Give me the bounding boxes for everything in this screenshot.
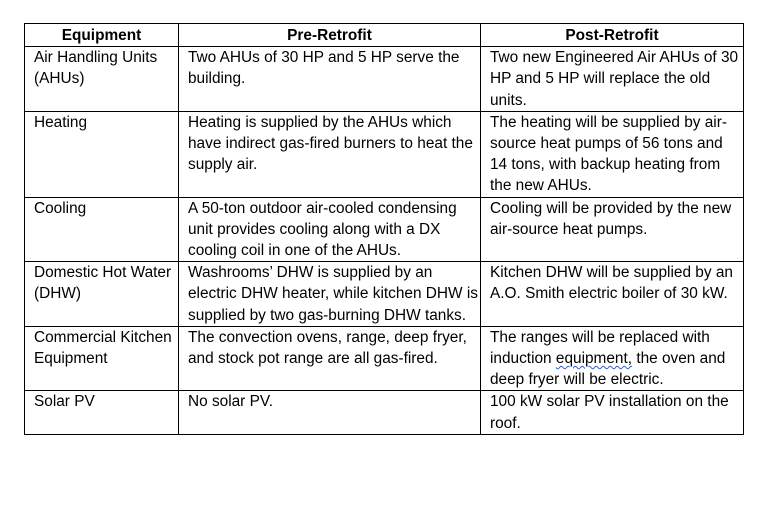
table-row: [25, 391, 744, 434]
header-pre-retrofit: Pre-Retrofit: [179, 24, 481, 47]
cell-equipment: Air Handling Units (AHUs): [25, 47, 179, 112]
cell-post-retrofit: Kitchen DHW will be supplied by an A.O. Smith electric boiler of 30 kW.: [481, 262, 744, 327]
cell-equipment: Commercial Kitchen Equipment: [25, 326, 179, 391]
cell-pre-retrofit: Washrooms’ DHW is supplied by an electric DHW heater, while kitchen DHW is supplied by two gas-burning DHW tanks.: [179, 262, 481, 327]
cell-pre-retrofit: A 50-ton outdoor air-cooled condensing unit provides cooling along with a DX cooling coil in one of the AHUs.: [179, 197, 481, 262]
cell-post-retrofit: Two new Engineered Air AHUs of 30 HP and 5 HP will replace the old units.: [481, 47, 744, 112]
table-row: [25, 111, 744, 197]
post-text-after: the oven and deep fryer will be electric.: [490, 350, 726, 389]
cell-post-retrofit: 100 kW solar PV installation on the roof.: [481, 391, 744, 434]
header-equipment: Equipment: [25, 24, 179, 47]
post-text-before: The ranges will be replaced with induction: [490, 328, 710, 368]
cell-equipment: Domestic Hot Water (DHW): [25, 262, 179, 327]
cell-post-retrofit: The heating will be supplied by air-source heat pumps of 56 tons and 14 tons, with backup heating from the new AHUs.: [481, 111, 744, 197]
table-row: [25, 47, 744, 112]
cell-post-retrofit: Cooling will be provided by the new air-source heat pumps.: [481, 197, 744, 262]
cell-equipment: Heating: [25, 111, 179, 197]
retrofit-comparison-table: [24, 23, 744, 435]
table-row: [25, 262, 744, 327]
cell-pre-retrofit: No solar PV.: [179, 391, 481, 434]
cell-pre-retrofit: Heating is supplied by the AHUs which have indirect gas-fired burners to heat the supply air.: [179, 111, 481, 197]
table-row: [25, 326, 744, 391]
cell-post-retrofit: [481, 326, 744, 391]
table-row: [25, 197, 744, 262]
cell-pre-retrofit: The convection ovens, range, deep fryer, and stock pot range are all gas-fired.: [179, 326, 481, 391]
spellcheck-flagged-word[interactable]: equipment,: [555, 350, 633, 368]
cell-equipment: Cooling: [25, 197, 179, 262]
table-header-row: [25, 24, 744, 47]
cell-pre-retrofit: Two AHUs of 30 HP and 5 HP serve the building.: [179, 47, 481, 112]
cell-equipment: Solar PV: [25, 391, 179, 434]
header-post-retrofit: Post-Retrofit: [481, 24, 744, 47]
